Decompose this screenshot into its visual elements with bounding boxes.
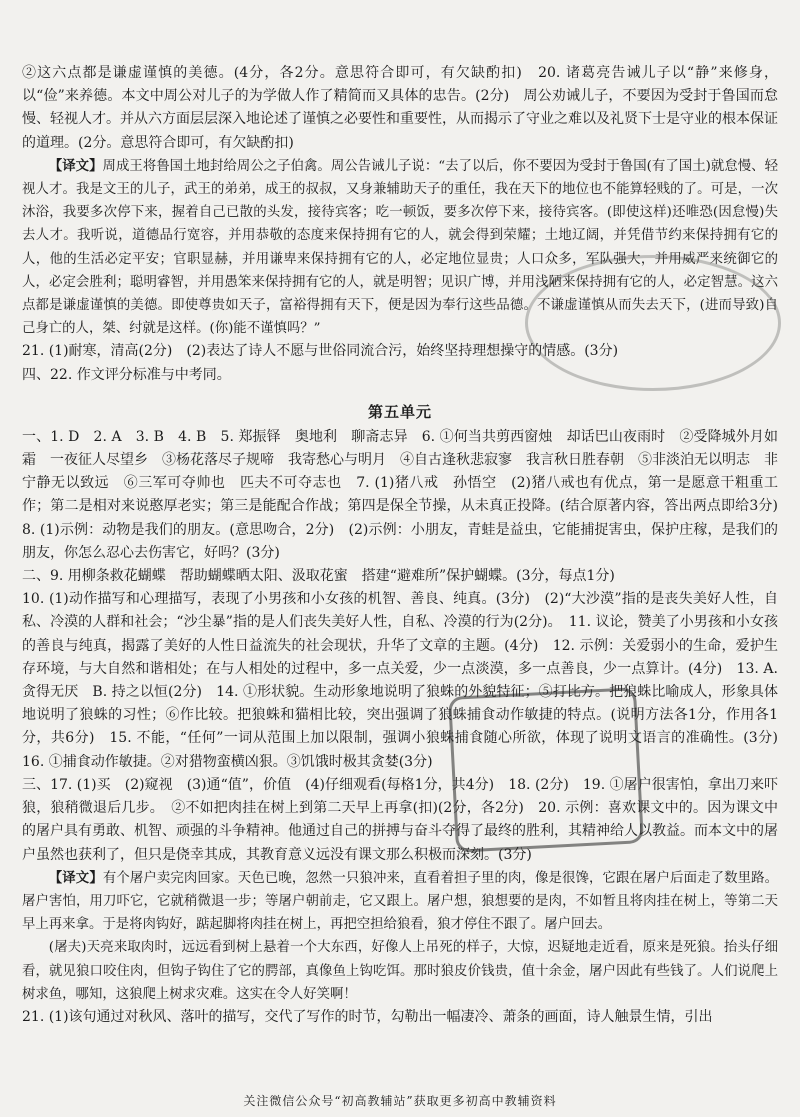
unit-title: 第五单元	[367, 402, 432, 421]
unit5-translation-a	[22, 867, 778, 937]
translation-tag: 【译文】	[48, 157, 103, 174]
translation-text: 周成王将鲁国土地封给周公之子伯禽。周公告诫儿子说：“去了以后，你不要因为受封于鲁国(有了国土)就怠慢、轻视人才。我是文王的儿子，武王的弟弟，成王的叔叔，又身兼辅助天子的重任，我在天下的地位也不能算轻贱的了。可是，一次沐浴，我要多次停下来，握着自己已散的头发，接待宾客；吃一顿饭，要多次停下来，接待宾客。(即使这样)还唯恐(因怠慢)失去人才。我听说，道德品行宽容，并用恭敬的态度来保持拥有它的人，就会得到荣耀；土地辽阔，并凭借节约来保持拥有它的人，他的生活必定平安；官职显赫，并用谦卑来保持拥有它的人，必定地位显贵；人口众多，军队强大，并用威严来统御它的人，必定会胜利；聪明睿智，并用愚笨来保持拥有它的人，就是明智；见识广博，并用浅陋来保持拥有它的人，必定智慧。这六点都是谦虚谨慎的美德。即使尊贵如天子，富裕得拥有天下，便是因为奉行这些品德。不谦虚谨慎从而失去天下，(进而导致)自己身亡的人，桀、纣就是这样。(你)能不谨慎吗？”	[22, 158, 779, 337]
unit5-section-2: 二、9. 用柳条救花蝴蝶 帮助蝴蝶晒太阳、汲取花蜜 搭建“避难所”保护蝴蝶。(3分，每点1分)	[22, 568, 615, 585]
unit5-translation-tag: 【译文】	[48, 869, 103, 886]
answer-19-20: ②这六点都是谦虚谨慎的美德。(4分，各2分。意思符合即可，有欠缺酌扣) 20. 诸葛亮告诫儿子以“静”来修身，以“俭”来养德。本文中周公对儿子的为学做人作了精简而又具体的忠告。(2分) 周公劝诫儿子，不要因为受封于鲁国而怠慢、轻视人才。并从六方面层层深入地论述了谨慎之必要性和重要性，从而揭示了守业之难以及礼贤下士是守业的根本保证的道理。(2分。意思符合即可，有欠缺酌扣)	[22, 65, 778, 151]
unit5-section-1: 一、1. D 2. A 3. B 4. B 5. 郑振铎 奥地利 聊斋志异 6. ①何当共剪西窗烛 却话巴山夜雨时 ②受降城外月如霜 一夜征人尽望乡 ③杨花落尽子规啼 我寄愁心与明月 ④自古逢秋悲寂寥 我言秋日胜春朝 ⑤非淡泊无以明志 非宁静无以致远 ⑥三军可夺帅也 匹夫不可夺志也 7. (1)猪八戒 孙悟空 (2)猪八戒也有优点，第一是愿意干粗重工作；第二是相对来说憨厚老实；第三是能配合作战；第四是保全节操，从未真正投降。(结合原著内容，答出两点即给3分) 8. (1)示例：动物是我们的朋友。(意思吻合，2分) (2)示例：小朋友，青蛙是益虫，它能捕捉害虫，保护庄稼，是我们的朋友，你怎么忍心去伤害它，好吗？(3分)	[22, 428, 792, 561]
unit5-answer-21: 21. (1)该句通过对秋风、落叶的描写，交代了写作的时节，勾勒出一幅凄冷、萧条的画面，诗人触景生情，引出	[22, 1008, 713, 1025]
unit5-section-3: 三、17. (1)买 (2)窥视 (3)通“值”，价值 (4)仔细观看(每格1分，共4分) 18. (2分) 19. ①屠户很害怕，拿出刀来吓狼，狼稍微退后几步。 ②不如把肉挂在树上到第二天早上再拿(扣)(2分，各2分) 20. 示例：喜欢课文中的。因为课文中的屠户具有勇敢、机智、顽强的斗争精神。他通过自己的拼搏与奋斗夺得了最终的胜利，其精神给人以教益。而本文中的屠户虽然也获利了，但只是侥幸其成，其教育意义远没有课文那么积极而深刻。(3分)	[22, 776, 778, 863]
document-page	[22, 62, 792, 1029]
answer-22: 四、22. 作文评分标准与中考同。	[22, 366, 231, 383]
unit5-translation-text-a: 有个屠户卖完肉回家。天色已晚，忽然一只狼冲来，直看着担子里的肉，像是很馋，它跟在屠户后面走了数里路。屠户害怕，用刀吓它，它就稍微退一步；等屠户朝前走，它又跟上。屠户想，狼想要的是肉，不如暂且将肉挂在树上，等第二天早上再来拿。于是将肉钩好，踮起脚将肉挂在树上，再把空担给狼看，狼才停住不跟了。屠户回去。	[22, 870, 779, 933]
unit5-translation-b: (屠夫)天亮来取肉时，远远看到树上悬着一个大东西，好像人上吊死的样子，大惊，迟疑地走近看，原来是死狼。抬头仔细看，就见狼口咬住肉，但钩子钩住了它的腭部，真像鱼上钩吃饵。那时狼皮价钱贵，值十余金，屠户因此有些钱了。人们说爬上树求鱼，哪知，这狼爬上树求灾难。这实在令人好笑啊！	[22, 940, 778, 1002]
translation-paragraph	[22, 155, 778, 341]
answer-21: 21. (1)耐寒，清高(2分) (2)表达了诗人不愿与世俗同流合污，始终坚持理想操守的情感。(3分)	[22, 343, 619, 360]
footer-note: 关注微信公众号“初高教辅站”获取更多初高中教辅资料	[243, 1094, 557, 1108]
unit5-section-2-answers: 10. (1)动作描写和心理描写，表现了小男孩和小女孩的机智、善良、纯真。(3分) (2)“大沙漠”指的是丧失美好人性，自私、冷漠的人群和社会；“沙尘暴”指的是人们丧失美好人性，自私、冷漠的行为(2分)。 11. 议论，赞美了小男孩和小女孩的善良与纯真，揭露了美好的人性日益流失的社会现状，升华了文章的主题。(4分) 12. 示例：关爱弱小的生命，爱护生存环境，与大自然和谐相处；在与人相处的过程中，多一点关爱，少一点淡漠，多一点善良，少一点算计。(4分) 13. A. 贪得无厌 B. 持之以恒(2分) 14. ①形状貌。生动形象地说明了狼蛛的外貌特征；⑤打比方。把狼蛛比喻成人，形象具体地说明了狼蛛的习性；⑥作比较。把狼蛛和猫相比较，突出强调了狼蛛捕食动作敏捷的特点。(说明方法各1分，作用各1分，共6分) 15. 不能，“任何”一词从范围上加以限制，强调小狼蛛捕食随心所欲，体现了说明文语言的准确性。(3分) 16. ①捕食动作敏捷。②对猎物蛮横凶狠。③饥饿时极其贪婪(3分)	[22, 591, 792, 770]
